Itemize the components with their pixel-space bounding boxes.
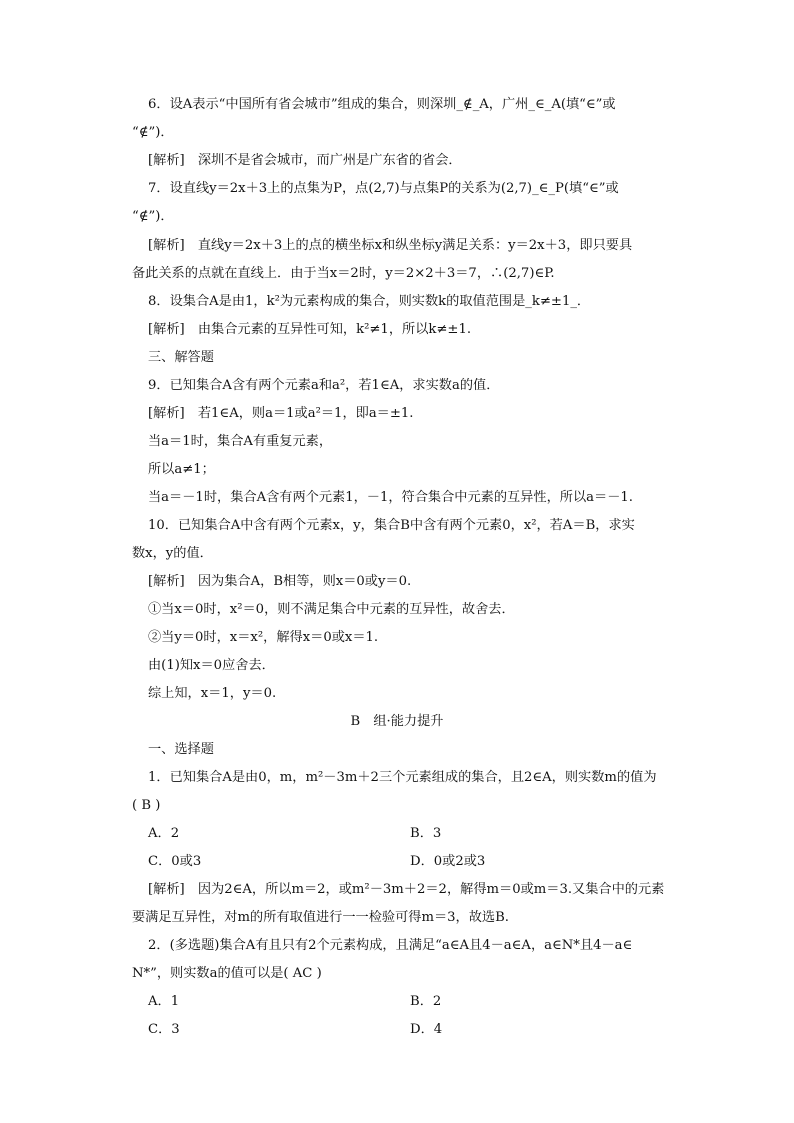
text-line: [解析] 因为集合A，B相等，则x＝0或y＝0.: [148, 574, 412, 589]
text-line: 三、解答题: [148, 350, 214, 365]
text-line: [解析] 直线y＝2x＋3上的点的横坐标x和纵坐标y满足关系：y＝2x＋3，即只要具: [148, 238, 633, 253]
text-line: C．3: [148, 1022, 180, 1037]
text-line: [解析] 若1∈A，则a＝1或a²＝1，即a＝±1.: [148, 406, 414, 421]
text-line: [解析] 因为2∈A，所以m＝2，或m²－3m＋2＝2，解得m＝0或m＝3.又集合中的元素: [148, 882, 665, 897]
text-line: [解析] 深圳不是省会城市，而广州是广东省的省会．: [148, 153, 462, 168]
option-right: B．2: [410, 994, 442, 1009]
text-line: 8．设集合A是由1，k²为元素构成的集合，则实数k的取值范围是_k≠±1_．: [148, 294, 591, 309]
text-line: 当a＝－1时，集合A含有两个元素1，－1，符合集合中元素的互异性，所以a＝－1.: [148, 490, 633, 505]
text-line: 备此关系的点就在直线上．由于当x＝2时，y＝2×2＋3＝7，∴(2,7)∈P.: [132, 266, 555, 281]
option-right: D．4: [410, 1022, 443, 1037]
section-heading: B 组·能力提升: [350, 714, 444, 729]
option-right: D．0或2或3: [410, 854, 486, 869]
text-line: A．1: [148, 994, 180, 1009]
text-line: C．0或3: [148, 854, 202, 869]
text-line: “∉”)．: [132, 209, 174, 224]
text-line: ( B ): [132, 798, 161, 813]
text-line: 由(1)知x＝0应舍去．: [148, 658, 275, 673]
text-line: 当a＝1时，集合A有重复元素，: [148, 434, 333, 449]
text-line: 7．设直线y＝2x＋3上的点集为P，点(2,7)与点集P的关系为(2,7)_∈_P(填“∈”或: [148, 181, 619, 196]
text-line: 6．设A表示“中国所有省会城市”组成的集合，则深圳_∉_A，广州_∈_A(填“∈”或: [148, 97, 616, 112]
text-line: N*”，则实数a的值可以是( AC ): [132, 966, 322, 981]
text-line: 数x，y的值．: [132, 546, 213, 561]
text-line: 综上知，x＝1，y＝0.: [148, 686, 277, 701]
option-right: B．3: [410, 826, 442, 841]
text-line: ②当y＝0时，x＝x²，解得x＝0或x＝1.: [148, 630, 379, 645]
text-line: 一、选择题: [148, 742, 214, 757]
text-line: ①当x＝0时，x²＝0，则不满足集合中元素的互异性，故舍去．: [148, 602, 515, 617]
text-line: 9．已知集合A含有两个元素a和a²，若1∈A，求实数a的值．: [148, 378, 500, 393]
text-line: 1．已知集合A是由0，m，m²－3m＋2三个元素组成的集合，且2∈A，则实数m的值为: [148, 770, 657, 785]
text-line: 2．(多选题)集合A有且只有2个元素构成，且满足“a∈A且4－a∈A，a∈N*且4－a∈: [148, 938, 633, 953]
text-line: “∉”)．: [132, 125, 174, 140]
text-line: 所以a≠1；: [148, 462, 215, 477]
text-line: A．2: [148, 826, 180, 841]
text-line: [解析] 由集合元素的互异性可知，k²≠1，所以k≠±1.: [148, 322, 472, 337]
text-line: 10．已知集合A中含有两个元素x，y，集合B中含有两个元素0，x²，若A＝B，求实: [148, 518, 635, 533]
text-line: 要满足互异性，对m的所有取值进行一一检验可得m＝3，故选B.: [132, 910, 509, 925]
